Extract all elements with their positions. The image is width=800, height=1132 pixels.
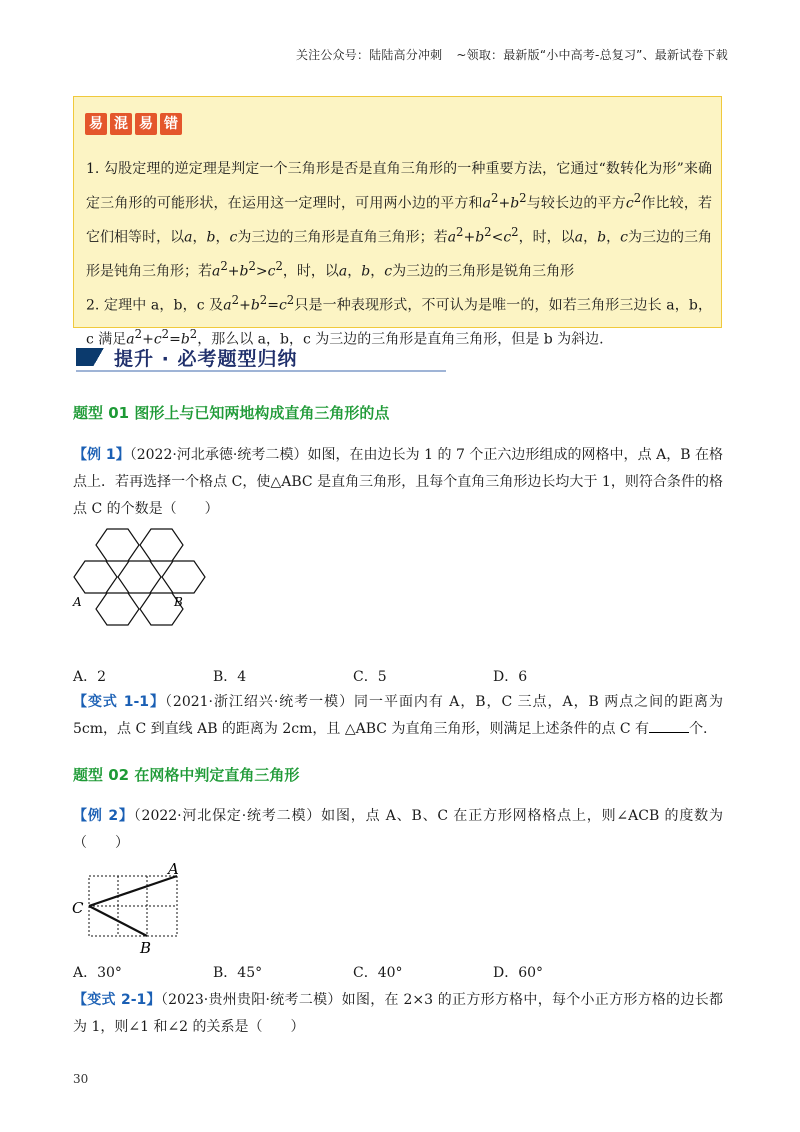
notice-text: ，时，以 [518, 229, 575, 246]
variant-2-1 [73, 987, 723, 1041]
answer-blank[interactable] [649, 718, 689, 733]
option-d: D．60° [493, 965, 544, 981]
variant-label: 【变式 1-1】 [73, 694, 165, 710]
header-right: ~领取：最新版“小中高考-总复习”、最新试卷下载 [456, 48, 728, 62]
option-a: A．30° [73, 965, 122, 981]
hexagon [140, 529, 183, 561]
section-heading [76, 344, 446, 374]
variant-label: 【变式 2-1】 [73, 992, 161, 1008]
option-a: A．2 [73, 669, 107, 685]
notice-text: 与较长边的平方 [526, 195, 626, 212]
hexagon-grid-figure [70, 524, 230, 656]
option-b: B．45° [213, 965, 263, 981]
header-left: 关注公众号：陆陆高分冲刺 [295, 48, 443, 62]
notice-text: 1. 勾股定理的逆定理是判定一个三角形是否是直角三角形的一种重要方法，它通过“数转化为形”来确定三角形的可能形状，在运用这一定理时，可用两小边的平方和 [86, 161, 712, 212]
page-number: 30 [73, 1072, 89, 1086]
example-text: 如图，点 A、B、C 在正方形网格格点上，则∠ACB 的度数为（ ） [73, 808, 723, 851]
example-label: 【例 2】 [73, 808, 134, 824]
variant-source: （2021·浙江绍兴·统考一模） [164, 694, 355, 710]
hexagon [96, 593, 139, 625]
segment-cb [89, 906, 147, 936]
example-2-options [73, 962, 633, 982]
example-2 [73, 803, 723, 857]
option-b: B．4 [213, 669, 247, 685]
notice-paragraph-2: 2. 定理中 a，b，c 及$a^2+b^2=c^2$只是一种表现形式，不可认为是唯一的，如若三角形三边长 a，b，c 满足$a^2+c^2=b^2$，那么以 a，b，c 为三边的三角形是直角三角形，但是 b 为斜边. [86, 292, 712, 348]
tag-3: 易 [135, 113, 157, 135]
point-b-label: B [174, 595, 183, 609]
notice-text: 为三边的三角形是锐角三角形 [392, 263, 575, 280]
notice-paragraph-1: 1. 勾股定理的逆定理是判定一个三角形是否是直角三角形的一种重要方法，它通过“数转化为形”来确定三角形的可能形状，在运用这一定理时，可用两小边的平方和$a^2+b^2$与较长边的平方$c^2$作比较，若它们相等时，以a，b，c为三边的三角形是直角三角形；若$a^2+b^2<c^2$，时，以a，b，c为三边的三角形是钝角三角形；若$a^2+b^2>c^2$，时，以a，b，c为三边的三角形是锐角三角形 [86, 161, 713, 280]
point-b-label: B [140, 939, 152, 957]
example-text: 如图，在由边长为 1 的 7 个正六边形组成的网格中，点 A，B 在格点上．若再选择一个格点 C，使△ABC 是直角三角形，且每个直角三角形边长均大于 1，则符合条件的格点 C 的个数是（ ） [73, 447, 723, 517]
example-1-options [73, 666, 633, 686]
notice-tags [85, 113, 182, 135]
example-source: （2022·河北承德·统考二模） [129, 447, 308, 463]
notice-text: 只是一种表现形式，不可认为是唯一的，如若三角形三边长 a，b，c 满足 [86, 297, 712, 348]
square-grid-figure [70, 858, 190, 960]
notice-text: 为三边的三角形是钝角三角形；若 [86, 229, 713, 280]
point-a-label: A [73, 595, 82, 609]
notice-text: ，时，以 [282, 263, 339, 280]
tag-4: 错 [160, 113, 182, 135]
notice-text: 2. 定理中 a，b，c 及 [86, 297, 224, 314]
topic-title-1: 题型 01 图形上与已知两地构成直角三角形的点 [73, 404, 390, 422]
point-a-label: A [168, 860, 179, 878]
hexagon [118, 561, 161, 593]
option-c: C．40° [353, 965, 403, 981]
notice-text: 作比较，若它们相等时，以 [86, 195, 713, 246]
example-label: 【例 1】 [73, 447, 130, 463]
variant-text-end: 个. [689, 721, 708, 737]
example-1 [73, 442, 723, 523]
variant-1-1 [73, 689, 723, 743]
option-d: D．6 [493, 669, 528, 685]
variant-text: 如图，在 2×3 的正方形方格中，每个小正方形方格的边长都为 1，则∠1 和∠2 的关系是（ ） [73, 992, 724, 1035]
hexagon [162, 561, 205, 593]
variant-text: 同一平面内有 A，B，C 三点，A，B 两点之间的距离为 5cm，点 C 到直线 AB 的距离为 2cm，且 △ABC 为直角三角形，则满足上述条件的点 C 有 [73, 694, 723, 737]
option-c: C．5 [353, 669, 387, 685]
section-stripe [76, 348, 112, 366]
page-header [286, 46, 728, 63]
tag-2: 混 [110, 113, 132, 135]
example-source: （2022·河北保定·统考二模） [133, 808, 322, 824]
tag-1: 易 [85, 113, 107, 135]
section-title: 提升 · 必考题型归纳 [114, 348, 298, 370]
hexagon [74, 561, 117, 593]
notice-text: 为三边的三角形是直角三角形；若 [237, 229, 448, 246]
topic-title-2: 题型 02 在网格中判定直角三角形 [73, 766, 300, 784]
segment-ca [89, 876, 177, 906]
hexagon [96, 529, 139, 561]
notice-box [73, 96, 722, 348]
point-c-label: C [72, 899, 84, 917]
notice-text: ，那么以 a，b，c 为三边的三角形是直角三角形，但是 b 为斜边. [197, 331, 604, 348]
section-underline [76, 370, 446, 372]
notice-body [86, 155, 712, 354]
variant-source: （2023·贵州贵阳·统考二模） [160, 992, 342, 1008]
